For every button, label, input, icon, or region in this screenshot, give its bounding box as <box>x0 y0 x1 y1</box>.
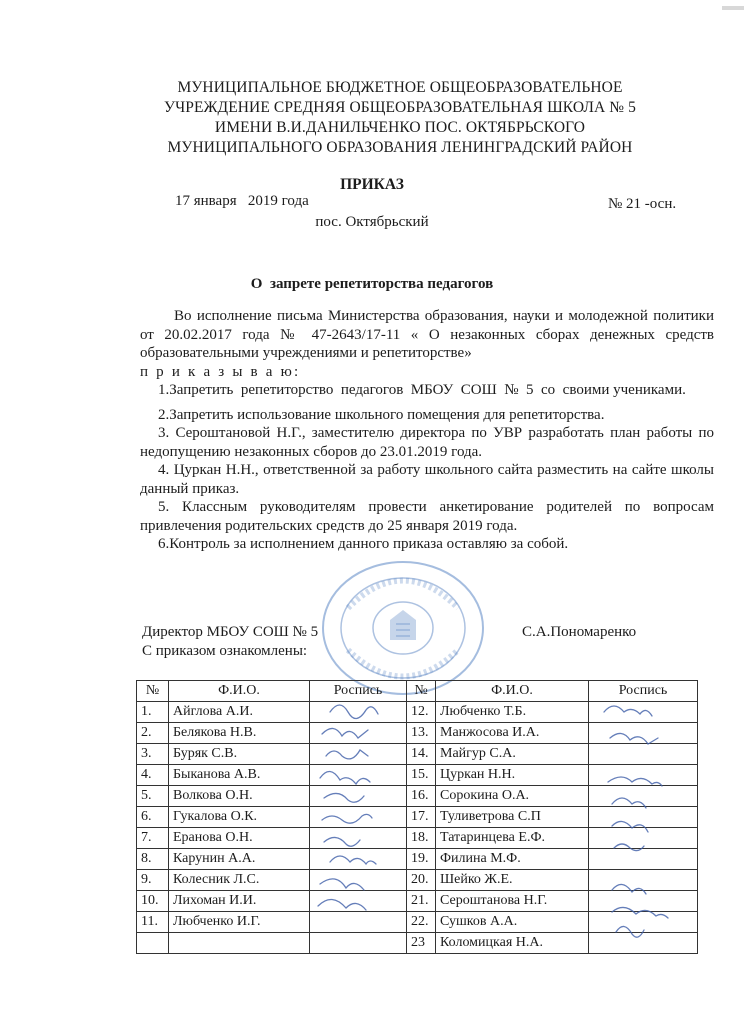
cell-name: Майгур С.А. <box>436 744 589 765</box>
header-line: УЧРЕЖДЕНИЕ СРЕДНЯЯ ОБЩЕОБРАЗОВАТЕЛЬНАЯ ШКОЛА № 5 <box>164 99 636 116</box>
cell-signature <box>310 744 407 765</box>
cell-number: 12. <box>407 702 436 723</box>
cell-number: 9. <box>137 870 169 891</box>
cell-signature <box>310 807 407 828</box>
cell-name: Коломицкая Н.А. <box>436 933 589 954</box>
cell-name: Айглова А.И. <box>169 702 310 723</box>
cell-name: Цуркан Н.Н. <box>436 765 589 786</box>
order-title: ПРИКАЗ <box>340 176 404 193</box>
cell-signature <box>310 765 407 786</box>
cell-signature <box>310 723 407 744</box>
order-intro: Во исполнение письма Министерства образования, науки и молодежной политики от 20.02.2017 года № 47-2643/17-11 « О незаконных сборах денежных средств образовательными учреждениями и репетиторстве» <box>140 308 714 361</box>
cell-signature <box>589 933 698 954</box>
order-item-4: 4. Цуркан Н.Н., ответственной за работу школьного сайта разместить на сайте школы данный приказ. <box>140 462 714 497</box>
order-item-5: 5. Классным руководителям провести анкетирование родителей по вопросам привлечения родительских средств до 25 января 2019 года. <box>140 499 714 534</box>
cell-number: 20. <box>407 870 436 891</box>
cell-number: 16. <box>407 786 436 807</box>
order-directive: п р и к а з ы в а ю: <box>140 363 301 380</box>
cell-name: Белякова Н.В. <box>169 723 310 744</box>
cell-number: 1. <box>137 702 169 723</box>
cell-number: 19. <box>407 849 436 870</box>
cell-name: Любченко Т.Б. <box>436 702 589 723</box>
cell-name: Манжосова И.А. <box>436 723 589 744</box>
cell-signature <box>589 702 698 723</box>
col-header-number: № <box>407 681 436 702</box>
col-header-name: Ф.И.О. <box>436 681 589 702</box>
cell-name: Гукалова О.К. <box>169 807 310 828</box>
cell-name: Быканова А.В. <box>169 765 310 786</box>
table-row <box>137 744 698 765</box>
header-line: ИМЕНИ В.И.ДАНИЛЬЧЕНКО ПОС. ОКТЯБРЬСКОГО <box>214 119 586 136</box>
cell-name: Карунин А.А. <box>169 849 310 870</box>
cell-signature <box>310 870 407 891</box>
order-item-1: 1.Запретить репетиторство педагогов МБОУ СОШ № 5 со своими учениками. <box>158 382 686 398</box>
header-line: МУНИЦИПАЛЬНОЕ БЮДЖЕТНОЕ ОБЩЕОБРАЗОВАТЕЛЬНОЕ <box>177 79 623 96</box>
acknowledgement-label: С приказом ознакомлены: <box>142 643 308 659</box>
order-subject: О запрете репетиторства педагогов <box>250 276 494 292</box>
scan-edge-mark <box>722 6 744 10</box>
cell-name: Сероштанова Н.Г. <box>436 891 589 912</box>
col-header-number: № <box>137 681 169 702</box>
cell-number: 2. <box>137 723 169 744</box>
cell-signature <box>589 891 698 912</box>
official-stamp <box>318 558 488 698</box>
cell-signature <box>589 849 698 870</box>
cell-name: Шейко Ж.Е. <box>436 870 589 891</box>
cell-name: Туливетрова С.П <box>436 807 589 828</box>
table-row <box>137 891 698 912</box>
acknowledgement-table <box>136 680 698 954</box>
cell-number: 6. <box>137 807 169 828</box>
order-place: пос. Октябрьский <box>315 214 429 230</box>
table-row <box>137 765 698 786</box>
order-item-6: 6.Контроль за исполнением данного приказа оставляю за собой. <box>158 536 569 552</box>
table-row <box>137 870 698 891</box>
cell-signature <box>310 786 407 807</box>
cell-name: Волкова О.Н. <box>169 786 310 807</box>
cell-signature <box>310 702 407 723</box>
table-row <box>137 912 698 933</box>
cell-number: 23 <box>407 933 436 954</box>
cell-name: Филина М.Ф. <box>436 849 589 870</box>
cell-name: Сорокина О.А. <box>436 786 589 807</box>
table-row <box>137 807 698 828</box>
cell-signature <box>310 891 407 912</box>
signer-name: С.А.Пономаренко <box>522 624 637 640</box>
cell-number: 7. <box>137 828 169 849</box>
cell-name <box>169 933 310 954</box>
cell-signature <box>310 933 407 954</box>
cell-number: 13. <box>407 723 436 744</box>
cell-number: 4. <box>137 765 169 786</box>
order-date: 17 января 2019 года <box>175 193 309 209</box>
cell-signature <box>589 723 698 744</box>
col-header-name: Ф.И.О. <box>169 681 310 702</box>
cell-number: 11. <box>137 912 169 933</box>
cell-number: 3. <box>137 744 169 765</box>
cell-number: 14. <box>407 744 436 765</box>
order-item-3: 3. Сероштановой Н.Г., заместителю директора по УВР разработать план работы по недопущению незаконных сборов до 23.01.2019 года. <box>140 425 714 460</box>
table-row <box>137 849 698 870</box>
table-row <box>137 786 698 807</box>
order-number: № 21 -осн. <box>608 196 677 212</box>
cell-name: Татаринцева Е.Ф. <box>436 828 589 849</box>
cell-signature <box>589 870 698 891</box>
order-item-2: 2.Запретить использование школьного помещения для репетиторства. <box>158 406 605 423</box>
cell-signature <box>589 786 698 807</box>
cell-name: Любченко И.Г. <box>169 912 310 933</box>
cell-signature <box>310 849 407 870</box>
cell-number: 15. <box>407 765 436 786</box>
table-header-row <box>137 681 698 702</box>
institution-header <box>120 78 680 158</box>
col-header-signature: Роспись <box>310 681 407 702</box>
signer-position: Директор МБОУ СОШ № 5 <box>142 624 319 640</box>
cell-number: 21. <box>407 891 436 912</box>
cell-signature <box>589 912 698 933</box>
table-row <box>137 933 698 954</box>
col-header-signature: Роспись <box>589 681 698 702</box>
header-line: МУНИЦИПАЛЬНОГО ОБРАЗОВАНИЯ ЛЕНИНГРАДСКИЙ РАЙОН <box>167 139 633 156</box>
cell-signature <box>589 765 698 786</box>
table-row <box>137 723 698 744</box>
cell-number: 17. <box>407 807 436 828</box>
cell-signature <box>589 807 698 828</box>
cell-number: 22. <box>407 912 436 933</box>
cell-number: 5. <box>137 786 169 807</box>
cell-name: Еранова О.Н. <box>169 828 310 849</box>
table-row <box>137 702 698 723</box>
table-row <box>137 828 698 849</box>
cell-name: Лихоман И.И. <box>169 891 310 912</box>
cell-name: Колесник Л.С. <box>169 870 310 891</box>
cell-number <box>137 933 169 954</box>
cell-name: Сушков А.А. <box>436 912 589 933</box>
cell-number: 18. <box>407 828 436 849</box>
cell-number: 8. <box>137 849 169 870</box>
cell-signature <box>589 744 698 765</box>
order-body <box>140 307 714 554</box>
cell-number: 10. <box>137 891 169 912</box>
cell-name: Буряк С.В. <box>169 744 310 765</box>
cell-signature <box>310 912 407 933</box>
cell-signature <box>310 828 407 849</box>
cell-signature <box>589 828 698 849</box>
